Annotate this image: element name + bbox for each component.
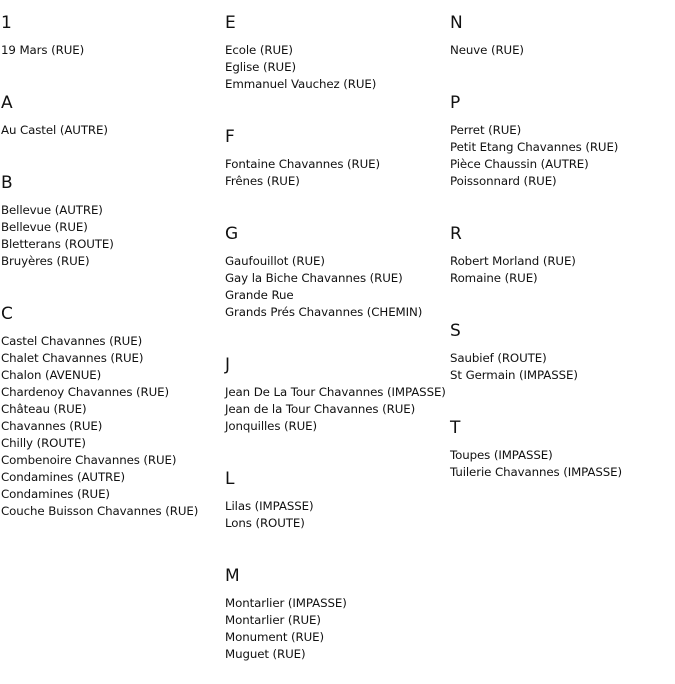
street-list [450,341,674,405]
letter-heading: S [450,321,461,341]
street-link-poissonnard-rue[interactable]: Poissonnard (RUE) [450,174,557,188]
letter-heading: 1 [1,13,12,33]
street-link-gay-la-biche-chavannes-rue[interactable]: Gay la Biche Chavannes (RUE) [225,271,403,285]
street-link-bletterans-route[interactable]: Bletterans (ROUTE) [1,237,114,251]
street-link-neuve-rue[interactable]: Neuve (RUE) [450,43,524,57]
letter-group-t [450,418,674,502]
street-link-jean-de-la-tour-chavannes-rue[interactable]: Jean de la Tour Chavannes (RUE) [225,402,416,416]
street-list [1,324,223,541]
letter-group-s [450,321,674,405]
street-link-chavannes-rue[interactable]: Chavannes (RUE) [1,419,103,433]
letter-heading: B [1,173,13,193]
street-list [1,193,223,291]
street-link-montarlier-rue[interactable]: Montarlier (RUE) [225,613,321,627]
letter-heading: N [450,13,463,33]
street-list [450,113,674,211]
letter-group-l [225,469,449,553]
street-link-petit-etang-chavannes-rue[interactable]: Petit Etang Chavannes (RUE) [450,140,619,154]
street-link-combenoire-chavannes-rue[interactable]: Combenoire Chavannes (RUE) [1,453,177,467]
street-link-jean-de-la-tour-chavannes-impasse[interactable]: Jean De La Tour Chavannes (IMPASSE) [225,385,446,399]
street-list [225,586,449,684]
street-link-muguet-rue[interactable]: Muguet (RUE) [225,647,306,661]
letter-heading: L [225,469,235,489]
letter-group-f [225,127,449,211]
street-link-perret-rue[interactable]: Perret (RUE) [450,123,522,137]
letter-heading: C [1,304,13,324]
street-link-emmanuel-vauchez-rue[interactable]: Emmanuel Vauchez (RUE) [225,77,377,91]
street-index-column-2 [225,0,449,684]
letter-group-m [225,566,449,684]
letter-heading: T [450,418,461,438]
street-link-fontaine-chavannes-rue[interactable]: Fontaine Chavannes (RUE) [225,157,381,171]
street-link-chateau-rue[interactable]: Château (RUE) [1,402,87,416]
letter-group-c [1,304,223,541]
street-link-bruyeres-rue[interactable]: Bruyères (RUE) [1,254,90,268]
street-link-toupes-impasse[interactable]: Toupes (IMPASSE) [450,448,553,462]
letter-group-a [1,93,223,160]
letter-group-j [225,355,449,456]
street-link-bellevue-autre[interactable]: Bellevue (AUTRE) [1,203,103,217]
street-list [225,33,449,114]
letter-group-1 [1,13,223,80]
street-link-grande-rue[interactable]: Grande Rue [225,288,294,302]
letter-heading: M [225,566,240,586]
street-link-grands-pres-chavannes-chemin[interactable]: Grands Prés Chavannes (CHEMIN) [225,305,423,319]
letter-group-e [225,13,449,114]
letter-heading: E [225,13,236,33]
letter-group-g [225,224,449,342]
street-link-st-germain-impasse[interactable]: St Germain (IMPASSE) [450,368,578,382]
letter-group-b [1,173,223,291]
street-link-castel-chavannes-rue[interactable]: Castel Chavannes (RUE) [1,334,143,348]
street-list [225,244,449,342]
street-list [1,33,223,80]
street-link-chardenoy-chavannes-rue[interactable]: Chardenoy Chavannes (RUE) [1,385,170,399]
letter-group-n [450,13,674,80]
street-link-chalet-chavannes-rue[interactable]: Chalet Chavannes (RUE) [1,351,144,365]
letter-heading: G [225,224,239,244]
letter-heading: P [450,93,461,113]
street-list [225,489,449,553]
street-link-piece-chaussin-autre[interactable]: Pièce Chaussin (AUTRE) [450,157,589,171]
street-link-chilly-route[interactable]: Chilly (ROUTE) [1,436,86,450]
street-link-jonquilles-rue[interactable]: Jonquilles (RUE) [225,419,318,433]
street-list [225,147,449,211]
street-link-saubief-route[interactable]: Saubief (ROUTE) [450,351,547,365]
street-link-couche-buisson-chavannes-rue[interactable]: Couche Buisson Chavannes (RUE) [1,504,199,518]
street-index-column-3 [450,0,674,502]
street-list [450,244,674,308]
street-list [1,113,223,160]
street-link-lons-route[interactable]: Lons (ROUTE) [225,516,305,530]
street-link-romaine-rue[interactable]: Romaine (RUE) [450,271,538,285]
street-link-chalon-avenue[interactable]: Chalon (AVENUE) [1,368,102,382]
letter-heading: R [450,224,462,244]
street-link-19-mars-rue[interactable]: 19 Mars (RUE) [1,43,85,57]
street-index-column-1 [1,0,223,541]
street-link-bellevue-rue[interactable]: Bellevue (RUE) [1,220,88,234]
letter-group-p [450,93,674,211]
letter-heading: F [225,127,235,147]
street-link-condamines-rue[interactable]: Condamines (RUE) [1,487,110,501]
letter-group-r [450,224,674,308]
street-link-frenes-rue[interactable]: Frênes (RUE) [225,174,300,188]
street-link-lilas-impasse[interactable]: Lilas (IMPASSE) [225,499,314,513]
street-list [450,438,674,502]
street-link-tuilerie-chavannes-impasse[interactable]: Tuilerie Chavannes (IMPASSE) [450,465,623,479]
street-link-robert-morland-rue[interactable]: Robert Morland (RUE) [450,254,576,268]
street-list [225,375,449,456]
street-link-condamines-autre[interactable]: Condamines (AUTRE) [1,470,126,484]
street-link-au-castel-autre[interactable]: Au Castel (AUTRE) [1,123,108,137]
letter-heading: J [225,355,231,375]
street-list [450,33,674,80]
street-link-montarlier-impasse[interactable]: Montarlier (IMPASSE) [225,596,347,610]
street-link-monument-rue[interactable]: Monument (RUE) [225,630,325,644]
letter-heading: A [1,93,13,113]
street-link-ecole-rue[interactable]: Ecole (RUE) [225,43,293,57]
street-link-gaufouillot-rue[interactable]: Gaufouillot (RUE) [225,254,325,268]
street-link-eglise-rue[interactable]: Eglise (RUE) [225,60,296,74]
